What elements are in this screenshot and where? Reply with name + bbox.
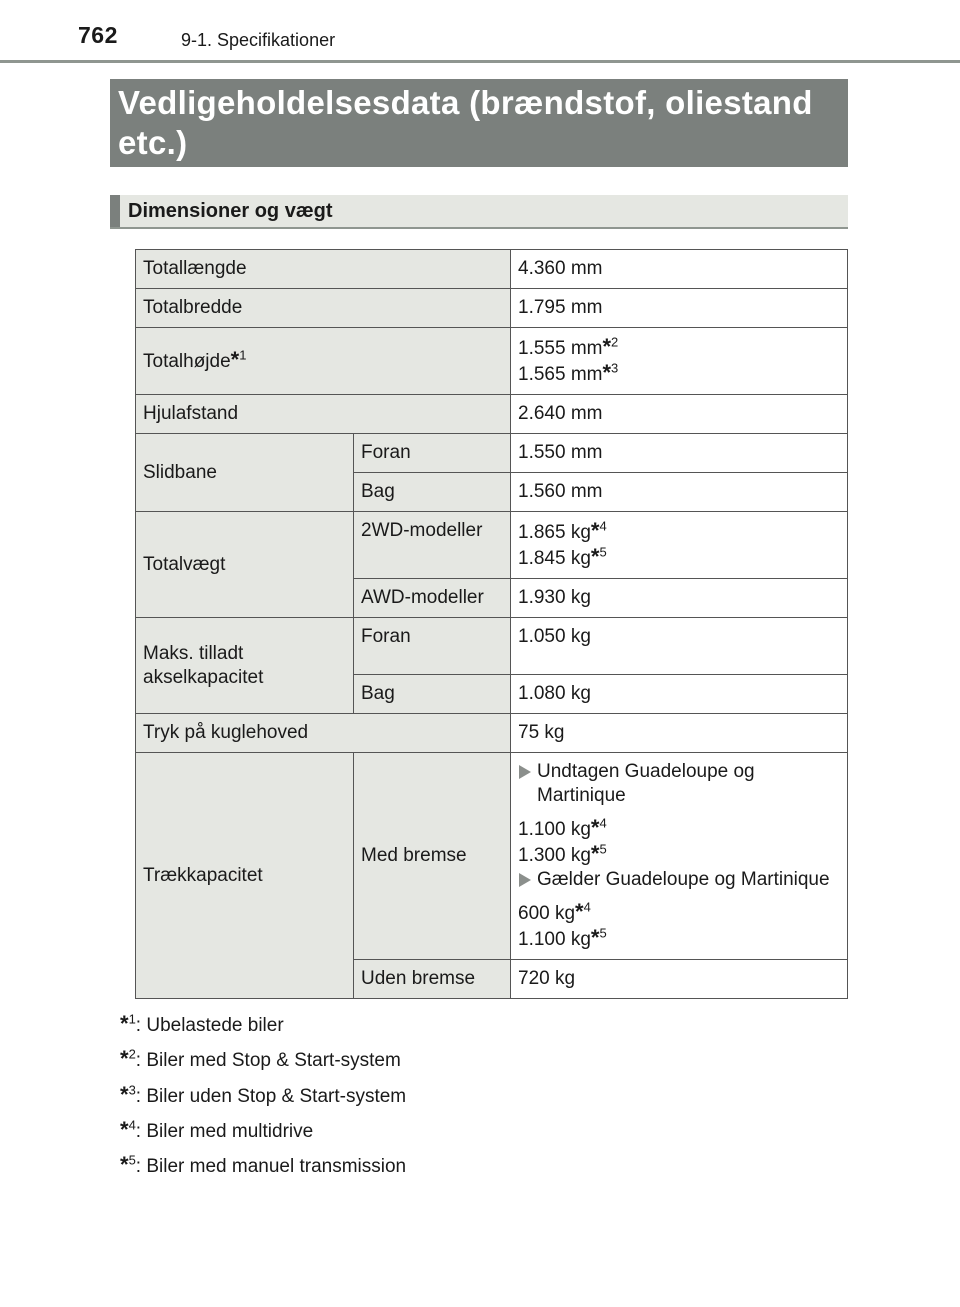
footnote-ref: 3: [128, 1082, 136, 1098]
value-text: 1.300 kg: [518, 845, 591, 866]
footnote-text: : Biler med manuel transmission: [135, 1156, 407, 1178]
footnote-ref: 5: [599, 841, 607, 857]
section-title: 9-1. Specifikationer: [181, 30, 336, 50]
table-row: [136, 753, 848, 960]
spec-table: [135, 249, 848, 999]
group-title: Undtagen Guadeloupe og Martinique: [537, 761, 755, 806]
row-value: 1.080 kg: [511, 675, 848, 714]
footnote-mark: *: [120, 1116, 129, 1142]
row-value: [511, 512, 848, 579]
footnote-ref: 4: [583, 899, 591, 915]
footnote-ref: 5: [599, 544, 607, 560]
row-label: Trækkapacitet: [136, 753, 354, 999]
footnote-mark: *: [120, 1046, 129, 1072]
table-row: [136, 512, 848, 579]
footnote: [120, 1148, 406, 1183]
footnotes: [120, 1007, 406, 1183]
table-row: [136, 618, 848, 675]
footnote-ref: 3: [611, 360, 619, 376]
row-value: 1.550 mm: [511, 434, 848, 473]
row-value: 1.560 mm: [511, 473, 848, 512]
row-label: Totalvægt: [136, 512, 354, 618]
footnote-ref: 4: [599, 815, 607, 831]
table-row: [136, 328, 848, 395]
row-value: 2.640 mm: [511, 395, 848, 434]
footnote-ref: 5: [128, 1152, 136, 1168]
footnote-mark: *: [590, 925, 600, 950]
footnote-mark: *: [120, 1011, 129, 1036]
footnote-mark: *: [575, 899, 584, 924]
table-row: [136, 434, 848, 473]
value-text: 1.865 kg: [518, 522, 591, 543]
footnote-mark: *: [602, 360, 612, 385]
value-text: 1.845 kg: [518, 548, 591, 569]
footnote-ref: 2: [128, 1046, 136, 1062]
value-text: 1.555 mm: [518, 338, 603, 359]
footnote-text: : Biler med Stop & Start-system: [135, 1050, 401, 1072]
table-row: [136, 395, 848, 434]
footnote: [120, 1042, 406, 1077]
label-text: Totalhøjde: [143, 351, 231, 372]
row-sublabel: Uden bremse: [354, 960, 511, 999]
row-label: Totalbredde: [136, 289, 511, 328]
list-item: [518, 760, 840, 808]
row-value: 1.050 kg: [511, 618, 848, 675]
footnote-mark: *: [590, 544, 600, 569]
footnote-mark: *: [590, 518, 600, 543]
row-label: Tryk på kuglehoved: [136, 714, 511, 753]
footnote-mark: *: [602, 334, 612, 359]
table-row: [136, 289, 848, 328]
row-value: 4.360 mm: [511, 250, 848, 289]
footnote-text: : Biler uden Stop & Start-system: [135, 1085, 407, 1107]
page-title-banner: [110, 79, 848, 167]
row-value: 75 kg: [511, 714, 848, 753]
row-sublabel: AWD-modeller: [354, 579, 511, 618]
footnote-mark: *: [120, 1081, 129, 1107]
row-sublabel: Foran: [354, 618, 511, 675]
value-text: 600 kg: [518, 903, 576, 924]
table-row: [136, 250, 848, 289]
group-title: Gælder Guadeloupe og Martinique: [537, 869, 830, 890]
page-number: 762: [78, 22, 118, 48]
footnote-mark: *: [120, 1152, 129, 1178]
footnote-ref: 4: [128, 1117, 136, 1133]
footnote-mark: *: [230, 347, 240, 372]
row-label: [136, 328, 511, 395]
table-row: [136, 714, 848, 753]
row-sublabel: 2WD-modeller: [354, 512, 511, 579]
footnote: [120, 1007, 406, 1042]
row-value: [511, 753, 848, 960]
footnote-ref: 1: [128, 1011, 136, 1027]
row-value: [511, 328, 848, 395]
footnote-text: : Ubelastede biler: [135, 1015, 284, 1036]
row-sublabel: Bag: [354, 675, 511, 714]
footnote-ref: 5: [599, 925, 607, 941]
row-label: Slidbane: [136, 434, 354, 512]
value-text: 1.100 kg: [518, 819, 591, 840]
footnote-mark: *: [590, 841, 600, 866]
footnote-ref: 2: [611, 334, 619, 350]
row-sublabel: Foran: [354, 434, 511, 473]
subheading: Dimensioner og vægt: [128, 200, 333, 222]
row-label: Hjulafstand: [136, 395, 511, 434]
footnote-ref: 4: [599, 518, 607, 534]
list-item: [518, 868, 840, 892]
page-title: Vedligeholdelsesdata (brændstof, oliestand etc.): [118, 84, 813, 161]
triangle-bullet-icon: [519, 765, 531, 779]
subheading-accent-bar: [110, 195, 120, 227]
triangle-bullet-icon: [519, 873, 531, 887]
footnote-text: : Biler med multidrive: [135, 1120, 314, 1142]
subheading-banner: [110, 195, 848, 229]
footnote-mark: *: [590, 815, 600, 840]
row-sublabel: Med bremse: [354, 753, 511, 960]
row-label: Totallængde: [136, 250, 511, 289]
value-text: 1.100 kg: [518, 929, 591, 950]
row-label: Maks. tilladt akselkapacitet: [136, 618, 354, 714]
footnote-ref: 1: [239, 347, 247, 363]
header-divider: [0, 60, 960, 63]
row-value: 720 kg: [511, 960, 848, 999]
row-value: 1.930 kg: [511, 579, 848, 618]
footnote: [120, 1078, 406, 1113]
value-text: 1.565 mm: [518, 364, 603, 385]
row-sublabel: Bag: [354, 473, 511, 512]
row-value: 1.795 mm: [511, 289, 848, 328]
footnote: [120, 1113, 406, 1148]
